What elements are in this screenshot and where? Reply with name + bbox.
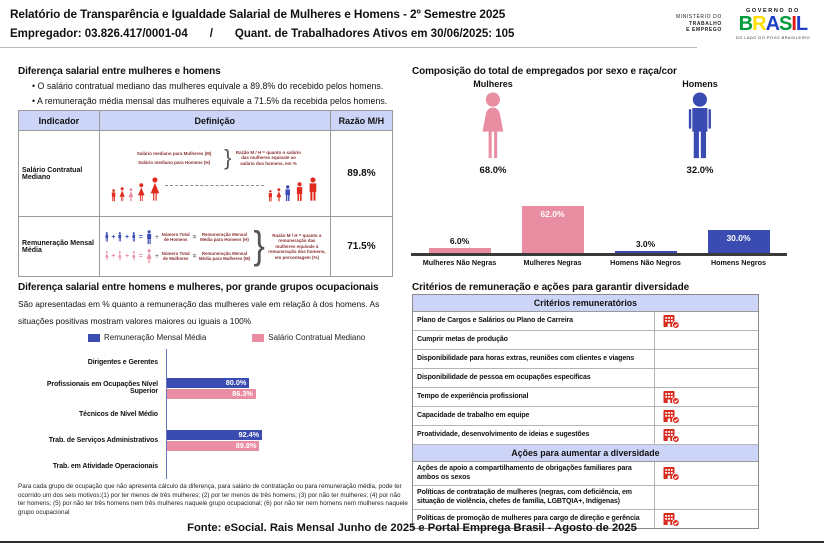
male-figure-block [650, 79, 750, 176]
occupational-description: São apresentadas em % quanto a remuneração das mulheres vale em relação à dos homens. As situações positivas mostram valores maiores ou iguais a 100% [18, 299, 380, 326]
criteria-status-cell [654, 369, 758, 387]
female-percentage: 68.0% [479, 165, 507, 176]
male-icon [650, 92, 750, 165]
bars-area [166, 375, 393, 401]
criteria-row [413, 426, 758, 445]
female-figure-block [443, 79, 543, 176]
employer-id: Empregador: 03.826.417/0001-04 [10, 28, 188, 40]
criteria-group-header: Critérios remuneratórios [413, 295, 758, 312]
person-icon [294, 182, 305, 202]
definition-graphic-median: Salário mediano para Mulheres (M) Salário mediano para Homens (H) } Razão M / H = quanto o salário das mulheres equivale ao salário dos homens, em % [99, 131, 330, 217]
bar-slot [506, 206, 599, 253]
category-label: Homens Negros [710, 258, 767, 267]
col-header-definition: Definição [99, 111, 330, 131]
criteria-status-cell [654, 388, 758, 406]
col-header-indicator: Indicador [19, 111, 100, 131]
table-row [19, 131, 393, 217]
person-icon [131, 251, 137, 261]
table-row [19, 217, 393, 277]
person-icon [283, 185, 292, 202]
ratio-value: 71.5% [330, 217, 392, 277]
criteria-row [413, 369, 758, 388]
criteria-table [412, 294, 759, 529]
occupation-label: Profissionais em Ocupações Nível Superior [46, 381, 158, 395]
criteria-row [413, 331, 758, 350]
category-label: Mulheres Negras [523, 258, 582, 267]
person-icon [136, 183, 147, 202]
criteria-label: Proatividade, desenvolvimento de ideias e sugestões [417, 430, 590, 438]
person-icon [118, 187, 126, 202]
formula-line: + + = ÷ Número Total de Mulheres = Remuneração Mensal Média para Mulheres (M) [104, 249, 251, 264]
person-icon [104, 232, 110, 242]
page-title: Relatório de Transparência e Igualdade Salarial de Mulheres e Homens - 2º Semestre 2025 [10, 7, 506, 21]
bar-slot [692, 230, 785, 253]
bullet-median-salary: • O salário contratual mediano das mulheres equivale a 89.8% do recebido pelos homens. [32, 81, 383, 91]
brasil-wordmark: BRASIL [738, 13, 808, 35]
criteria-row [413, 462, 758, 486]
chart-legend [88, 333, 365, 342]
occupation-row [18, 427, 393, 453]
report-subtitle [10, 28, 514, 40]
bars-area [166, 349, 393, 375]
criteria-status-cell [654, 486, 758, 509]
active-workers-count: Quant. de Trabalhadores Ativos em 30/06/2025: 105 [234, 28, 515, 40]
person-icon [131, 232, 137, 242]
criteria-label: Plano de Cargos e Salários ou Plano de Carreira [417, 316, 573, 324]
brace-glyph: } [224, 145, 232, 170]
company-check-icon [663, 314, 680, 329]
bars-area [166, 427, 393, 453]
legend-item: Remuneração Mensal Média [88, 333, 206, 342]
criteria-status-cell [654, 331, 758, 349]
company-check-icon [663, 390, 680, 405]
criteria-label: Ações de apoio a compartilhamento de obrigações familiares para ambos os sexos [417, 465, 632, 481]
criteria-row [413, 312, 758, 331]
section-title-criteria: Critérios de remuneração e ações para garantir diversidade [412, 282, 690, 293]
person-icon [127, 188, 135, 202]
occupation-row [18, 349, 393, 375]
indicator-table [18, 110, 393, 277]
criteria-status-cell [654, 312, 758, 330]
section-title-gap: Diferença salarial entre mulheres e homens [18, 66, 221, 77]
female-icon [443, 92, 543, 165]
category-label: Homens Não Negros [610, 258, 681, 267]
dashed-connector [165, 185, 264, 186]
bar-slot: 3.0% [599, 239, 692, 253]
occupation-row [18, 375, 393, 401]
indicator-name: Salário Contratual Mediano [19, 131, 100, 217]
criteria-status-cell [654, 350, 758, 368]
bar: 89.8% [167, 441, 259, 451]
bar: 30.0% [708, 230, 770, 253]
person-icon [275, 188, 283, 202]
company-check-icon [663, 428, 680, 443]
legend-item: Salário Contratual Mediano [252, 333, 365, 342]
ratio-value: 89.8% [330, 131, 392, 217]
male-label: Homens [682, 79, 718, 89]
composition-bar-chart [413, 190, 785, 253]
composition-category-labels [413, 258, 785, 267]
category-label: Mulheres Não Negras [422, 258, 497, 267]
footer-bar [0, 541, 824, 543]
criteria-label: Disponibilidade para horas extras, reuniões com clientes e viagens [417, 354, 635, 362]
occupation-label: Trab. em Atividade Operacionais [52, 462, 158, 470]
report-header [10, 7, 514, 40]
criteria-label: Tempo de experiência profissional [417, 392, 529, 400]
occupational-footnote: Para cada grupo de ocupação que não apresenta cálculo da diferença, para salário de contratação ou para remuneração média, pode ter ocorrido um dos seis motivos:(1) por ter menos de três mulheres; (2) por ter menos de três homens; (3) por não ter mulheres; (4) por não ter homens; (5) por não ter três homens nem três mulheres naquele grupo ocupacional; (6) por não ter nem homens nem mulheres naquele grupo ocupacional [18, 483, 408, 516]
bars-area [166, 401, 393, 427]
person-icon [110, 189, 117, 202]
bar: 80.0% [167, 378, 249, 388]
legend-swatch [252, 334, 264, 342]
col-header-ratio: Razão M/H [330, 111, 392, 131]
criteria-status-cell [654, 426, 758, 444]
subtitle-separator: / [209, 28, 213, 40]
bullet-mean-salary: • A remuneração média mensal das mulheres equivale a 71.5% da recebida pelos homens. [32, 96, 387, 106]
chart-baseline [411, 253, 787, 256]
criteria-group-header: Ações para aumentar a diversidade [413, 445, 758, 462]
bar: 86.3% [167, 389, 256, 399]
person-icon [145, 230, 153, 245]
formula-line: + + = ÷ Número Total de Homens = Remuneração Mensal Média para Homens (H) [104, 230, 251, 245]
criteria-label: Políticas de promoção de mulheres para cargo de direção e gerência [417, 515, 640, 523]
criteria-label: Políticas de contratação de mulheres (negras, com deficiência, em situação de violência, chefes de família, LGBTQIA+, Indígenas) [417, 489, 632, 505]
person-icon [104, 251, 110, 261]
ministry-logo: MINISTÉRIO DO TRABALHO E EMPREGO [675, 14, 722, 34]
criteria-label: Capacidade de trabalho em equipe [417, 411, 530, 419]
criteria-label: Disponibilidade de pessoa em ocupações específicas [417, 373, 591, 381]
criteria-row [413, 407, 758, 426]
person-icon [148, 177, 162, 202]
section-title-composition: Composição do total de empregados por sexo e raça/cor [412, 66, 677, 77]
definition-graphic-mean: + + = ÷ Número Total de Homens = Remuneração Mensal Média para Homens (H) + + = ÷ Número Total de Mulheres = Remuneração Mensal Média para Mulheres (M) } Razão M / H = quanto a remuneração das mulheres equivale à remuneração dos homens, em porcentagem (%) [99, 217, 330, 277]
criteria-status-cell [654, 407, 758, 425]
occupation-label: Técnicos de Nível Médio [78, 410, 158, 418]
government-logos [676, 8, 810, 40]
bar-slot: 6.0% [413, 236, 506, 253]
criteria-row [413, 486, 758, 510]
company-check-icon [663, 409, 680, 424]
occupational-bar-chart [18, 349, 393, 479]
people-figures-row [104, 177, 326, 202]
occupation-row [18, 401, 393, 427]
company-check-icon [663, 466, 680, 481]
person-icon [145, 249, 153, 264]
person-icon [306, 177, 320, 202]
occupation-row [18, 453, 393, 479]
bar: 92.4% [167, 430, 262, 440]
criteria-row [413, 388, 758, 407]
occupation-label: Trab. de Serviços Administrativos [48, 436, 158, 444]
criteria-status-cell [654, 462, 758, 485]
header-divider [0, 47, 697, 48]
criteria-row [413, 350, 758, 369]
male-percentage: 32.0% [686, 165, 714, 176]
occupation-label: Dirigentes e Gerentes [87, 358, 158, 366]
criteria-label: Cumprir metas de produção [417, 335, 508, 343]
brace-glyph: } [253, 224, 265, 268]
person-icon [117, 251, 123, 261]
indicator-name: Remuneração Mensal Média [19, 217, 100, 277]
bar: 62.0% [522, 206, 584, 253]
legend-swatch [88, 334, 100, 342]
person-icon [117, 232, 123, 242]
governo-do-brasil-logo: GOVERNO DO BRASIL DO LADO DO POVO BRASILEIRO [735, 8, 810, 40]
female-label: Mulheres [473, 79, 513, 89]
section-title-occupational: Diferença salarial entre homens e mulheres, por grande grupos ocupacionais [18, 282, 379, 293]
bars-area [166, 453, 393, 479]
person-icon [267, 190, 274, 202]
source-note: Fonte: eSocial. Rais Mensal Junho de 2025 e Portal Emprega Brasil - Agosto de 2025 [187, 522, 637, 534]
